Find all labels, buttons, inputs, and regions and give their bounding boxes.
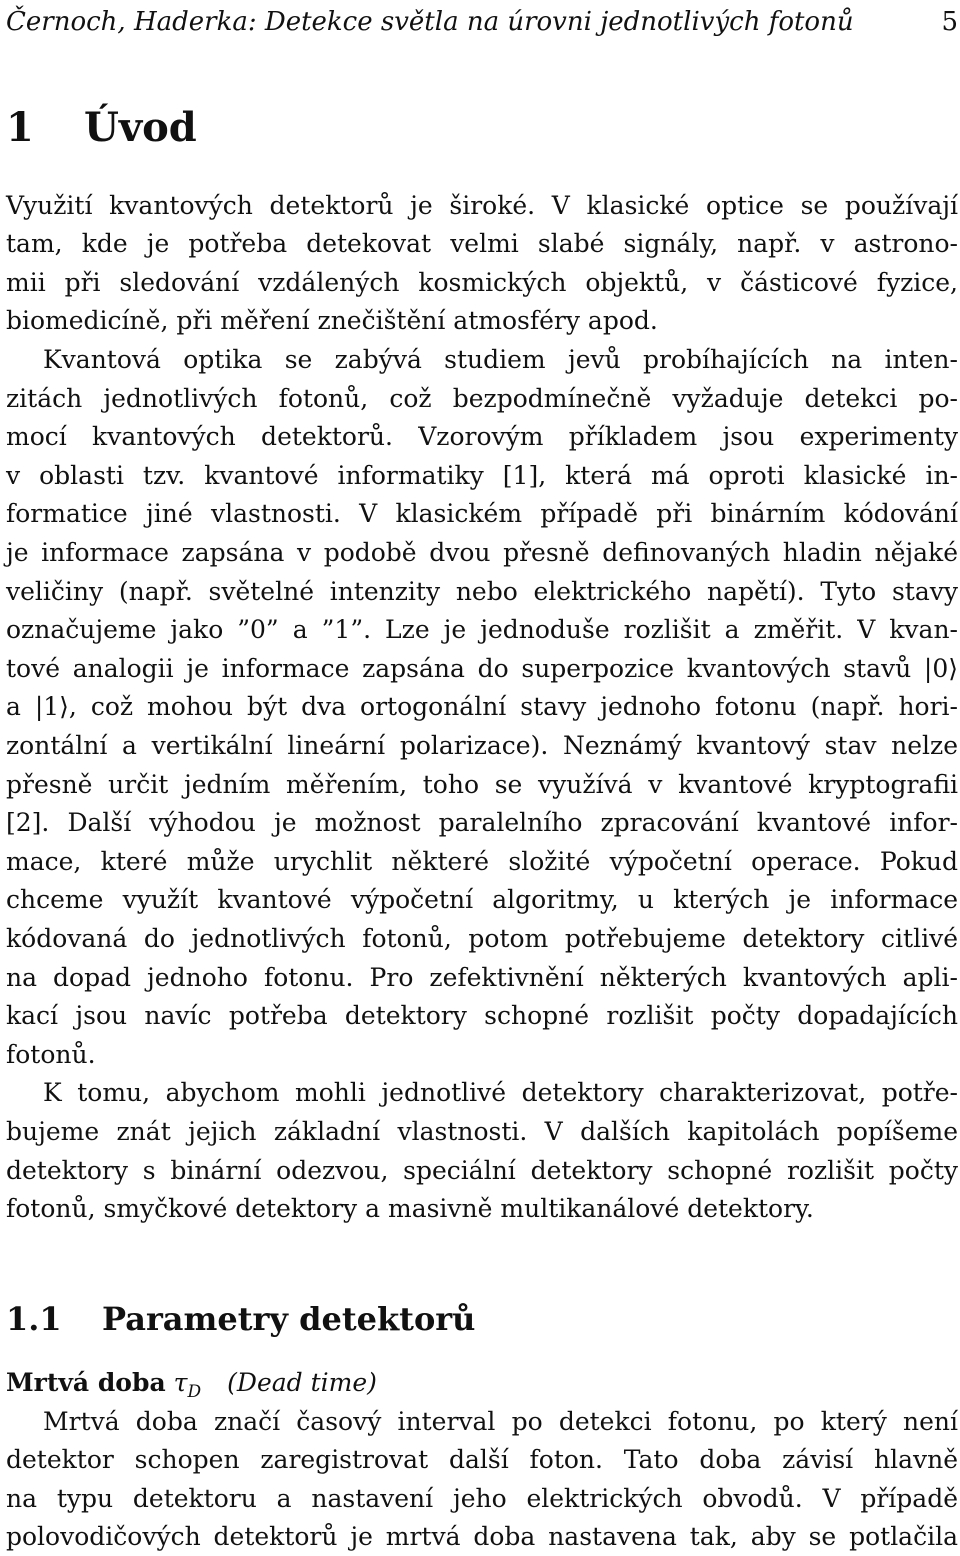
page-number: 5 — [941, 7, 958, 37]
text-line: Kvantová optika se zabývá studiem jevů probíhajících na inten- — [43, 345, 958, 374]
paragraph-heading — [6, 1364, 377, 1402]
text-line: tam, kde je potřeba detekovat velmi slabé signály, např. v astrono- — [6, 229, 958, 258]
text-line: K tomu, abychom mohli jednotlivé detektory charakterizovat, potře- — [43, 1078, 958, 1107]
term-english: (Dead time) — [227, 1368, 377, 1397]
text-line: zontální a vertikální lineární polarizace). Neznámý kvantový stav nelze — [6, 731, 958, 760]
subsection-number: 1.1 — [6, 1300, 62, 1338]
text-line: mace, které může urychlit některé složité výpočetní operace. Pokud — [6, 847, 958, 876]
term-symbol: $\tau_D$ — [173, 1368, 202, 1402]
section-heading — [6, 98, 197, 158]
text-line: kací jsou navíc potřeba detektory schopné rozlišit počty dopadajících — [6, 1001, 958, 1030]
text-line: na typu detektoru a nastavení jeho elektrických obvodů. V případě — [6, 1484, 958, 1513]
term-label: Mrtvá doba — [6, 1368, 166, 1397]
subsection-title: Parametry detektorů — [102, 1300, 476, 1338]
text-line: na dopad jednoho fotonu. Pro zefektivnění některých kvantových apli- — [6, 963, 958, 992]
text-line: Mrtvá doba značí časový interval po detekci fotonu, po který není — [43, 1407, 958, 1436]
text-line: označujeme jako ”0” a ”1”. Lze je jednoduše rozlišit a změřit. V kvan- — [6, 615, 958, 644]
text-line: detektor schopen zaregistrovat další foton. Tato doba závisí hlavně — [6, 1445, 958, 1474]
text-line: veličiny (např. světelné intenzity nebo elektrického napětí). Tyto stavy — [6, 577, 958, 606]
text-line: přesně určit jedním měřením, toho se využívá v kvantové kryptografii — [6, 770, 958, 799]
text-line: je informace zapsána v podobě dvou přesně definovaných hladin nějaké — [6, 538, 958, 567]
subsection-heading — [6, 1295, 475, 1343]
section-number: 1 — [6, 104, 34, 151]
text-line: v oblasti tzv. kvantové informatiky [1], která má oproti klasické in- — [6, 461, 958, 490]
text-line: mii při sledování vzdálených kosmických objektů, v částicové fyzice, — [6, 268, 958, 297]
text-line: formatice jiné vlastnosti. V klasickém případě při binárním kódování — [6, 499, 958, 528]
text-line: tové analogii je informace zapsána do superpozice kvantových stavů |0⟩ — [6, 654, 958, 683]
text-line: bujeme znát jejich základní vlastnosti. V dalších kapitolách popíšeme — [6, 1117, 958, 1146]
text-line: biomedicíně, při měření znečištění atmosféry apod. — [6, 306, 658, 335]
text-line: kódovaná do jednotlivých fotonů, potom potřebujeme detektory citlivé — [6, 924, 958, 953]
text-line: zitách jednotlivých fotonů, což bezpodmínečně vyžaduje detekci po- — [6, 384, 958, 413]
text-line: a |1⟩, což mohou být dva ortogonální stavy jednoho fotonu (např. hori- — [6, 692, 958, 721]
text-line: Využití kvantových detektorů je široké. V klasické optice se používají — [6, 191, 958, 220]
text-line: [2]. Další výhodou je možnost paralelního zpracování kvantové infor- — [6, 808, 958, 837]
text-line: mocí kvantových detektorů. Vzorovým příkladem jsou experimenty — [6, 422, 958, 451]
running-header — [6, 4, 958, 40]
running-title: Černoch, Haderka: Detekce světla na úrovni jednotlivých fotonů — [6, 7, 854, 37]
section-title: Úvod — [84, 104, 197, 151]
text-line: polovodičových detektorů je mrtvá doba nastavena tak, aby se potlačila — [6, 1522, 958, 1551]
text-line: chceme využít kvantové výpočetní algoritmy, u kterých je informace — [6, 885, 958, 914]
text-line: fotonů, smyčkové detektory a masivně multikanálové detektory. — [6, 1194, 814, 1223]
text-line: detektory s binární odezvou, speciální detektory schopné rozlišit počty — [6, 1156, 958, 1185]
text-line: fotonů. — [6, 1040, 96, 1069]
